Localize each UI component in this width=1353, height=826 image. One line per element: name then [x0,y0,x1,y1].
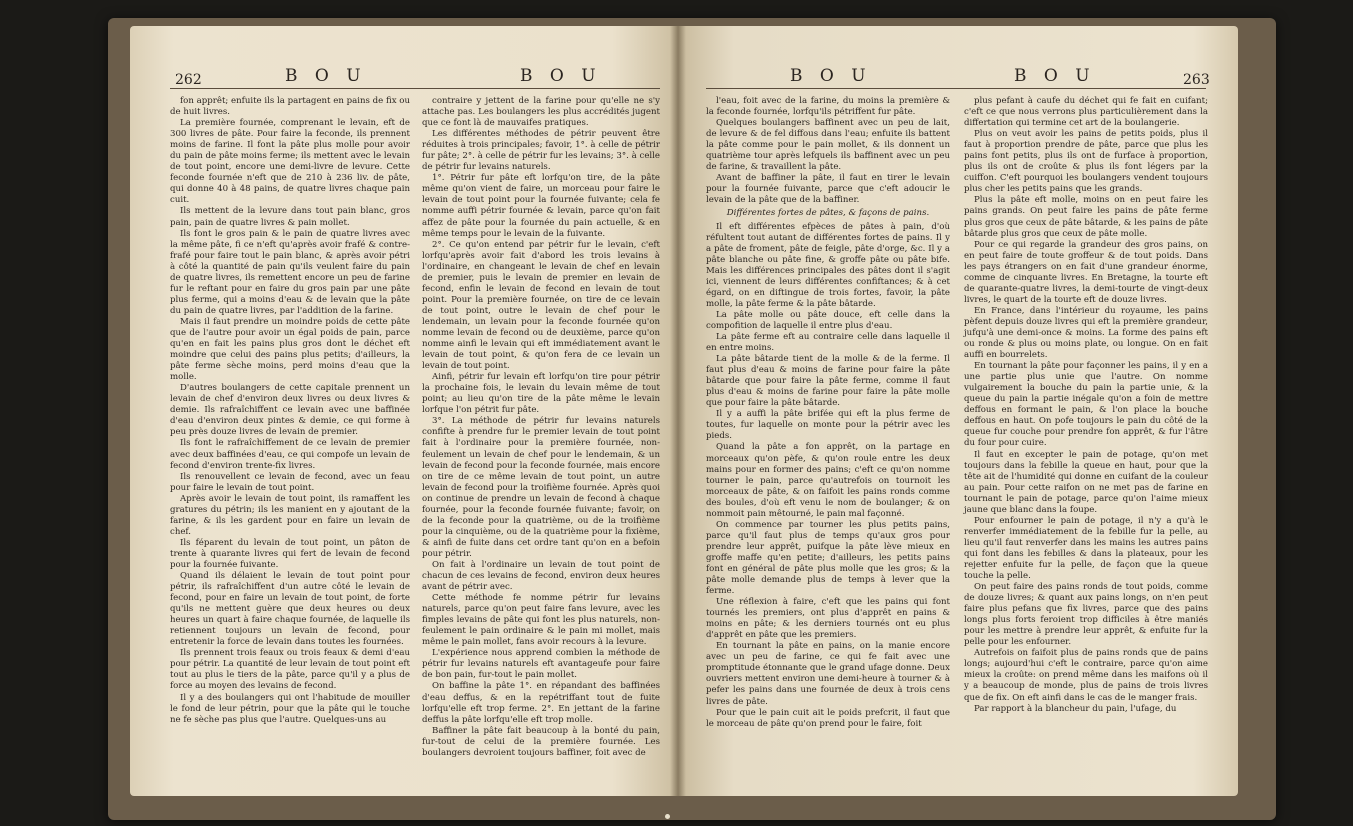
paragraph: l'eau, foit avec de la farine, du moins la première & la feconde fournée, lorfqu'ils pétriffent fur pâte. [706,96,950,118]
paragraph: Pour enfourner le pain de potage, il n'y a qu'à le renverfer immédiatement de la febille fur la pelle, au lieu qu'il faut renverfer dans les mains les autres pains qui font dans les febilles & dans la plateaux, pour les rejetter enfuite fur la pelle, de façon que la queue touche la pelle. [964,515,1208,582]
paragraph: La pâte molle ou pâte douce, eft celle dans la compofition de laquelle il entre plus d'eau. [706,309,950,331]
paragraph: On peut faire des pains ronds de tout poids, comme de douze livres; & quant aux pains longs, on n'en peut faire plus pefans que fix livres, parce que des pains longs plus forts feroient trop difficiles à être maniés pour les mettre à prendre leur apprêt, & enfuite fur la pelle pour les enfourner. [964,582,1208,648]
paragraph: Quand ils délaient le levain de tout point pour pétrir, ils rafraîchiffent d'un autre côté le levain de fecond, pour en faire un levain de tout point, de forte qu'ils ne mettent guère que deux heures ou deux heures un quart à faire chaque fournée, de laquelle ils retiennent toujours un levain de fecond, pour entretenir la force de levain dans toutes les fournées. [170,571,410,648]
page-number: 263 [1183,72,1210,88]
page-number: 262 [175,72,202,88]
bookmark-dot [665,814,670,819]
paragraph: contraire y jettent de la farine pour qu'elle ne s'y attache pas. Les boulangers les plus accrédités jugent que ce font là de mauvaifes pratiques. [422,96,660,129]
paragraph: Il eft différentes efpèces de pâtes à pain, d'où réfultent tout autant de différentes fortes de pains. Il y a pâte de froment, pâte de feigle, pâte d'orge, &c. Il y a pâte blanche ou pâte fine, & groffe pâte ou pâte bife. Mais les différences principales des pâtes dont il s'agit ici, viennent de leurs différentes confiftances; & à cet égard, on en diftingue de trois fortes, favoir, la pâte molle, la pâte ferme & la pâte bâtarde. [706,221,950,309]
paragraph: Avant de baffiner la pâte, il faut en tirer le levain pour la fournée fuivante, parce que c'eft adoucir le levain de la pâte que de la baffiner. [706,173,950,206]
paragraph: plus pefant à caufe du déchet qui fe fait en cuifant; c'eft ce que nous verrons plus particulièrement dans la differtation qui termine cet art de la boulangerie. [964,96,1208,129]
paragraph: La pâte ferme eft au contraire celle dans laquelle il en entre moins. [706,331,950,354]
paragraph: D'autres boulangers de cette capitale prennent un levain de chef d'environ deux livres ou deux livres & demie. Ils rafraîchiffent ce levain avec une baffinée d'eau d'environ deux pintes & demie, ce qui forme à peu près douze livres de levain de premier. [170,383,410,438]
text-column-1 [170,96,410,726]
paragraph: fon apprêt; enfuite ils la partagent en pains de fix ou de huit livres. [170,96,410,118]
paragraph: Après avoir le levain de tout point, ils ramaffent les gratures du pétrin; ils les manient en y ajoutant de la farine, & ils les gardent pour en faire un levain de chef. [170,493,410,537]
left-page [130,26,678,796]
paragraph: Ils féparent du levain de tout point, un pâton de trente à quarante livres qui fert de levain de fecond pour la fournée fuivante. [170,537,410,570]
paragraph: Ils font le gros pain & le pain de quatre livres avec la même pâte, fi ce n'eft qu'après avoir frafé & contre-frafé pour faire tout le pain blanc, & après avoir pétri à côté la quantité de pain qu'ils veulent faire du pain de quatre livres, ils remettent encore un peu de farine fur le reftant pour en faire du gros pain par une pâte plus ferme, qui a moins d'eau & de levain que la pâte du pain de quatre livres, par l'addition de la farine. [170,228,410,316]
paragraph: Baffiner la pâte fait beaucoup à la bonté du pain, fur-tout de celui de la première fournée. Les boulangers devroient toujours baffiner, foit avec de [422,725,660,758]
header-rule [170,88,660,89]
paragraph: Quand la pâte a fon apprêt, on la partage en morceaux qu'on pèfe, & qu'on roule entre les deux mains pour en former des pains; c'eft ce qu'on nomme tourner le pain, parce qu'autrefois on tournoit les morceaux de pâte, & on faifoit les pains ronds comme des boules, d'où eft venu le nom de boulanger; & on nommoit pain mêtourné, le pain mal façonné. [706,442,950,519]
paragraph: Ils renouvellent ce levain de fecond, avec un feau pour faire le levain de tout point. [170,471,410,493]
paragraph: Mais il faut prendre un moindre poids de cette pâte que de l'autre pour avoir un égal poids de pain, parce qu'en en fait les pains plus gros dont le déchet eft moindre que celui des pains plus petits; d'ailleurs, la pâte ferme sèche moins, perd moins d'eau que la molle. [170,316,410,383]
paragraph: Pour que le pain cuit ait le poids prefcrit, il faut que le morceau de pâte qu'on prend pour le faire, foit [706,707,950,729]
paragraph: Ils font le rafraîchiffement de ce levain de premier avec deux baffinées d'eau, ce qui compofe un levain de fecond d'environ trente-fix livres. [170,438,410,471]
text-column-2 [422,96,660,759]
section-heading: Différentes fortes de pâtes, & façons de pains. [726,208,930,219]
paragraph: On fait à l'ordinaire un levain de tout point de chacun de ces levains de fecond, environ deux heures avant de pétrir avec. [422,559,660,593]
paragraph: Cette méthode fe nomme pétrir fur levains naturels, parce qu'on peut faire fans levure, avec les fimples levains de pâte qui font les plus naturels, non-feulement le pain ordinaire & le pain mi mollet, mais même le pain mollet, fans avoir recours à la levure. [422,593,660,648]
text-column-2 [964,96,1208,715]
paragraph: Par rapport à la blancheur du pain, l'ufage, du [974,703,1177,714]
paragraph: En France, dans l'intérieur du royaume, les pains pèfent depuis douze livres qui eft la première grandeur, jufqu'à une demi-once & moins. La forme des pains eft ou ronde & plus ou moins plate, ou longue. On en fait auffi en bourrelets. [964,305,1208,361]
header-rule [706,88,1206,89]
paragraph: On commence par tourner les plus petits pains, parce qu'il faut plus de temps qu'aux gros pour prendre leur apprêt, puifque la pâte lève mieux en groffe maffe qu'en petite; d'ailleurs, les petits pains font en général de pâte plus molle que les gros; & la pâte molle demande plus de temps à lever que la ferme. [706,519,950,597]
paragraph: En tournant la pâte pour façonner les pains, il y en a une partie plus unie que l'autre. On nomme vulgairement la bouche du pain la partie unie, & la queue du pain la partie inégale qu'on a foin de mettre deffous en formant le pain, & l'on place la bouche deffous en haut. On pofe toujours le pain du côté de la queue fur couche pour prendre fon apprêt, & fur l'âtre du four pour cuire. [964,361,1208,449]
paragraph: Il y a des boulangers qui ont l'habitude de mouiller le fond de leur pétrin, pour que la pâte qui le touche ne fe sèche pas plus que l'autre. Quelques-uns au [170,692,410,725]
paragraph: Il y a auffi la pâte brifée qui eft la plus ferme de toutes, fur laquelle on monte pour la pétrir avec les pieds. [706,409,950,442]
paragraph: Pour ce qui regarde la grandeur des gros pains, on en peut faire de toute groffeur & de tout poids. Dans les pays étrangers on en fait d'une grandeur énorme, comme de cinquante livres. En Bretagne, la tourte eft de quarante-quatre livres, la demi-tourte de vingt-deux livres, le quart de la tourte eft de douze livres. [964,239,1208,305]
running-head: B O U [520,66,602,86]
paragraph: L'expérience nous apprend combien la méthode de pétrir fur levains naturels eft avantageufe pour faire de bon pain, fur-tout le pain mollet. [422,648,660,681]
paragraph: Ainfi, pétrir fur levain eft lorfqu'on tire pour pétrir la prochaine fois, le levain du levain même de tout point; au lieu qu'on tire de la pâte même le levain lorfque l'on pétrit fur pâte. [422,372,660,416]
running-head: B O U [790,66,872,86]
paragraph: Il faut en excepter le pain de potage, qu'on met toujours dans la febille la queue en haut, pour que la tête ait de l'humidité qui donne en cuifant de la couleur au pain. Pour cette raifon on ne met pas de farine en tournant le pain de potage, parce qu'on l'aime mieux jaune que blanc dans la foupe. [964,449,1208,515]
paragraph: Quelques boulangers baffinent avec un peu de lait, de levure & de fel diffous dans l'eau; enfuite ils battent la pâte comme pour le pain mollet, & ils donnent un quatrième tour après lefquels ils baffinent avec un peu de farine, & travaillent la pâte. [706,118,950,173]
paragraph: Une réflexion à faire, c'eft que les pains qui font tournés les premiers, ont plus d'apprêt en pains & moins en pâte; & les derniers tournés ont eu plus d'apprêt en pâte que les premiers. [706,597,950,641]
paragraph: Les différentes méthodes de pétrir peuvent être réduites à trois principales; favoir, 1°. à celle de pétrir fur pâte; 2°. à celle de pétrir fur les levains; 3°. à celle de pétrir fur levains naturels. [422,129,660,173]
paragraph: On baffine la pâte 1°. en répandant des baffinées d'eau deffus, & en la repétriffant tout de fuite lorfqu'elle eft trop ferme. 2°. En jettant de la farine deffus la pâte lorfqu'elle eft trop molle. [422,681,660,725]
paragraph: Plus on veut avoir les pains de petits poids, plus il faut à proportion prendre de pâte, parce que plus les pains font petits, plus ils ont de furface à proportion, plus ils ont de croûte & plus ils font légers par la cuiffon. C'eft pourquoi les boulangers vendent toujours plus cher les petits pains que les grands. [964,129,1208,195]
paragraph: 1°. Pétrir fur pâte eft lorfqu'on tire, de la pâte même qu'on vient de faire, un morceau pour faire le levain de tout point pour la fournée fuivante; cela fe nomme auffi pétrir fournée & levain, parce qu'on fait affez de pâte pour la fournée du pain actuelle, & en même temps pour le levain de la fuivante. [422,173,660,239]
paragraph: Ils prennent trois feaux ou trois feaux & demi d'eau pour pétrir. La quantité de leur levain de tout point eft tout au plus le tiers de la pâte, parce qu'il y a plus de force au moyen des levains de fecond. [170,648,410,692]
paragraph: En tournant la pâte en pains, on la manie encore avec un peu de farine, ce qui fe fait avec une promptitude étonnante que le grand ufage donne. Deux ouvriers mettent environ une demi-heure à tourner & à pefer les pains dans une fournée de deux à trois cens livres de pâte. [706,641,950,707]
paragraph: 2°. Ce qu'on entend par pétrir fur le levain, c'eft lorfqu'après avoir fait d'abord les trois levains à l'ordinaire, en changeant le levain de chef en levain de premier, puis le levain de premier en levain de fecond, enfin le levain de fecond en levain de tout point. Pour la première fournée, on tire de ce levain de tout point, outre le levain de chef pour le lendemain, un levain pour la feconde fournée qu'on nomme levain de fecond ou de deuxième, parce qu'on nomme ainfi le levain qui eft immédiatement avant le levain de tout point, & qu'on fera de ce levain un levain de tout point. [422,239,660,372]
right-page [678,26,1238,796]
paragraph: La première fournée, comprenant le levain, eft de 300 livres de pâte. Pour faire la feconde, ils prennent moins de farine. Il font la pâte plus molle pour avoir du pain de pâte moins ferme; ils mettent avec le levain de tout point, encore une demi-livre de levure. Cette feconde fournée n'eft que de 210 à 236 liv. de pâte, qui donne 40 à 48 pains, de quatre livres chaque pain cuit. [170,118,410,206]
paragraph: Autrefois on faifoit plus de pains ronds que de pains longs; aujourd'hui c'eft le contraire, parce qu'on aime mieux la croûte: on prend même dans les maifons où il y a beaucoup de monde, plus de pains de trois livres que de fix. On eft ainfi dans le cas de le manger frais. [964,648,1208,703]
paragraph: La pâte bâtarde tient de la molle & de la ferme. Il faut plus d'eau & moins de farine pour faire la pâte bâtarde que pour faire la pâte ferme, comme il faut plus d'eau & moins de farine pour faire la pâte molle que pour faire la pâte bâtarde. [706,354,950,409]
running-head: B O U [1014,66,1096,86]
book-gutter [670,26,686,796]
paragraph: 3°. La méthode de pétrir fur levains naturels confifte à prendre fur le premier levain de tout point fait à l'ordinaire pour la première fournée, non-feulement un levain de chef pour le lendemain, & un levain de fecond pour la feconde fournée, mais encore on tire de ce même levain de tout point, un autre levain de fecond pour la troifième fournée. Après quoi on continue de prendre un levain de fecond à chaque fournée, pour la feconde fournée fuivante; favoir, on de la feconde pour la quatrième, ou de la troifième pour la cinquième, ou de la quatrième pour la fixième, & ainfi de fuite dans cet ordre tant qu'on en a befoin pour pétrir. [422,416,660,559]
paragraph: Plus la pâte eft molle, moins on en peut faire les pains grands. On peut faire les pains de pâte ferme plus gros que ceux de pâte bâtarde, & les pains de pâte bâtarde plus gros que ceux de pâte molle. [964,195,1208,239]
running-head: B O U [285,66,367,86]
text-column-1 [706,96,950,730]
paragraph: Ils mettent de la levure dans tout pain blanc, gros pain, pain de quatre livres & pain mollet. [170,206,410,228]
